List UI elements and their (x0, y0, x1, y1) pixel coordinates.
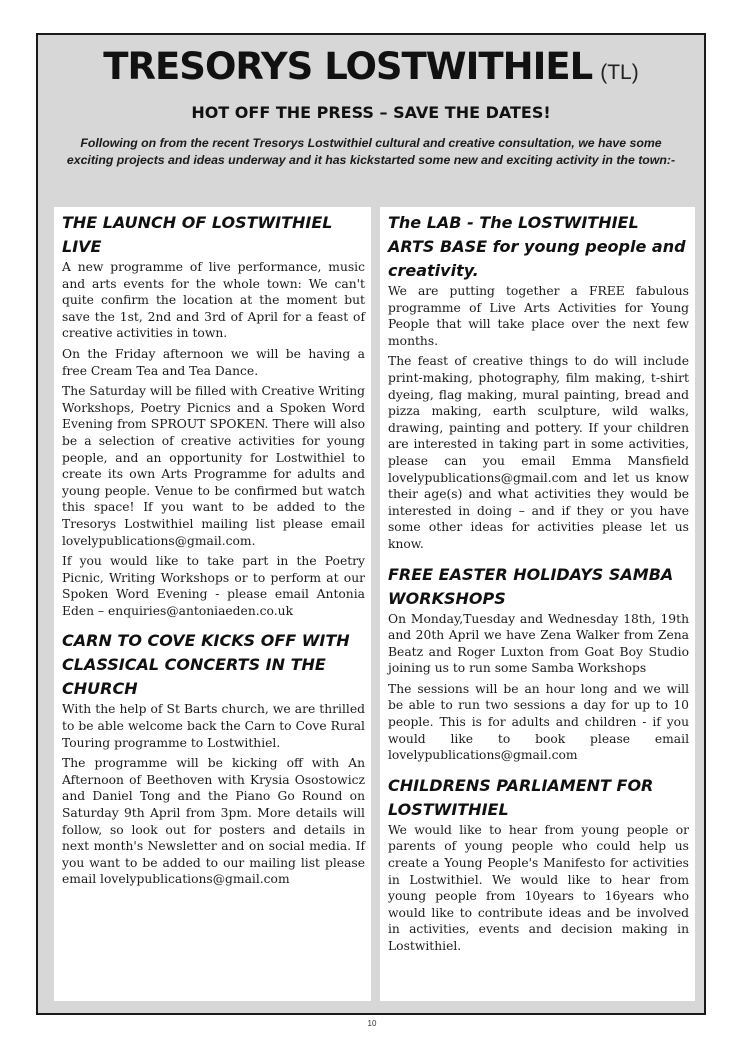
paragraph: The sessions will be an hour long and we will be able to run two sessions a day for up to 10 people. This is for adults and children - if you would like to book please email lovelypublications@gmail.com (388, 681, 689, 763)
title-abbreviation: (TL) (600, 61, 639, 84)
paragraph: With the help of St Barts church, we are thrilled to be able welcome back the Carn to Cove Rural Touring programme to Lostwithiel. (62, 702, 365, 750)
section-heading-carn-to-cove: CARN TO COVE KICKS OFF WITH CLASSICAL CONCERTS IN THE CHURCH (62, 631, 350, 699)
left-column (54, 207, 371, 1001)
section-heading-samba: FREE EASTER HOLIDAYS SAMBA WORKSHOPS (388, 564, 674, 608)
page-frame (36, 33, 706, 1015)
section-heading-childrens-parliament: CHILDRENS PARLIAMENT FOR LOSTWITHIEL (388, 775, 654, 819)
paragraph: A new programme of live performance, music and arts events for the whole town: We can't quite confirm the location at the moment but save the 1st, 2nd and 3rd of April for a feast of creative activities in town. (62, 260, 365, 341)
paragraph: The programme will be kicking off with An Afternoon of Beethoven with Krysia Osostowicz and Daniel Tong and the Piano Go Round on Saturday 9th April from 3pm. More details will follow, so look out for posters and details in next month's Newsletter and on social media. If you want to be added to our mailing list please email lovelypublications@gmail.com (62, 756, 365, 887)
paragraph: The feast of creative things to do will include print-making, photography, film making, t-shirt dyeing, flag making, mural painting, bread and pizza making, earth sculpture, wild walks, drawing, painting and pottery. If your children are interested in taking part in some activities, please can you email Emma Mansfield lovelypublications@gmail.com and let us know their age(s) and what activities they would be interested in doing – and if they or you have some other ideas for activities please let us know. (388, 354, 689, 551)
paragraph: We are putting together a FREE fabulous programme of Live Arts Activities for Young People that will take place over the next few months. (388, 284, 689, 348)
paragraph: On Monday,Tuesday and Wednesday 18th, 19th and 20th April we have Zena Walker from Zena Beatz and Roger Luxton from Goat Boy Studio joining us to run some Samba Workshops (388, 611, 689, 676)
subtitle: HOT OFF THE PRESS – SAVE THE DATES! (191, 103, 551, 122)
page-number: 10 (367, 1019, 377, 1028)
paragraph: The Saturday will be filled with Creative Writing Workshops, Poetry Picnics and a Spoken Word Evening from SPROUT SPOKEN. There will also be a selection of creative activities for young people, and an opportunity for Lostwithiel to create its own Arts Programme for adults and young people. Venue to be confirmed but watch this space! If you want to be added to the Tresorys Lostwithiel mailing list please email lovelypublications@gmail.com. (62, 384, 365, 548)
section-heading-launch: THE LAUNCH OF LOSTWITHIEL LIVE (62, 213, 333, 256)
masthead (38, 35, 704, 193)
page-title: TRESORYS LOSTWITHIEL (103, 45, 593, 88)
right-column (380, 207, 695, 1001)
paragraph: We would like to hear from young people or parents of young people who could help us create a Young People's Manifesto for activities in Lostwithiel. We would like to hear from young people from 10years to 16years who would like to contribute ideas and be involved in activities, events and decision making in Lostwithiel. (388, 822, 689, 953)
paragraph: If you would like to take part in the Poetry Picnic, Writing Workshops or to perform at our Spoken Word Evening - please email Antonia Eden – enquiries@antoniaeden.co.uk (62, 554, 365, 618)
paragraph: On the Friday afternoon we will be having a free Cream Tea and Tea Dance. (62, 346, 365, 378)
section-heading-the-lab: The LAB - The LOSTWITHIEL ARTS BASE for young people and creativity. (388, 213, 686, 280)
title-row (38, 45, 704, 88)
intro-text: Following on from the recent Tresorys Lostwithiel cultural and creative consultation, we have some exciting projects and ideas underway and it has kickstarted some new and exciting activity in the town:- (66, 136, 676, 167)
